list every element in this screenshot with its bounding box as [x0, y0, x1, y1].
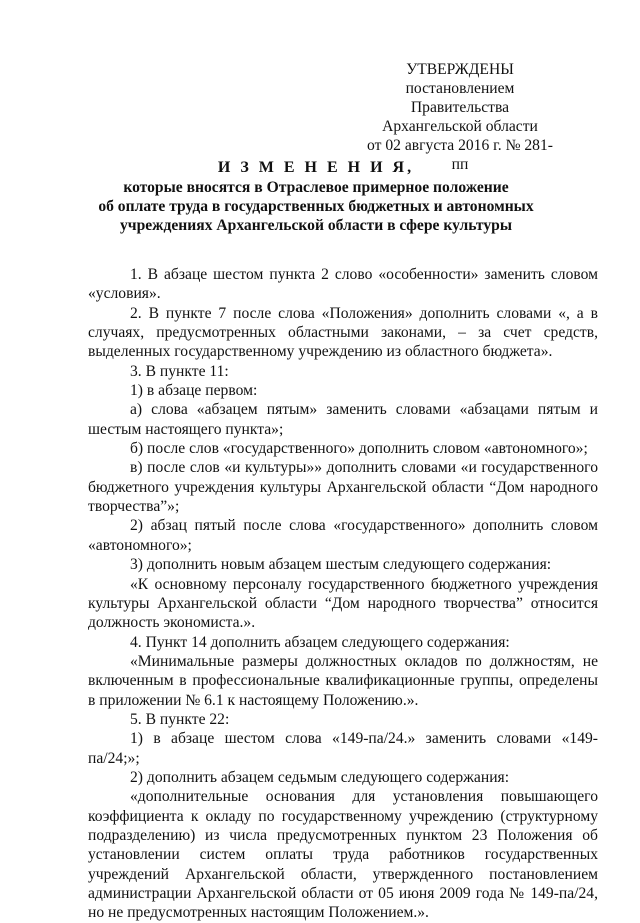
paragraph-item-5: 5. В пункте 22: [130, 710, 230, 728]
document-title: И З М Е Н Е Н И Я, [217, 159, 415, 176]
document-subtitle: об оплате труда в государственных бюджетных и автономных [98, 198, 534, 215]
approval-stamp [360, 60, 560, 174]
quoted-text: «дополнительные основания для установления повышающего коэффициента к окладу по государственному учреждению (структурному подразделению) из числа предусмотренных пунктом 23 Положения об установлении систем оплаты труда работников государственных учреждений Архангельской области, утвержденного постановлением администрации Архангельской области от 05 июня 2009 года № 149-па/24, но не предусмотренных настоящим Положением.». [88, 788, 598, 922]
quoted-text: «Минимальные размеры должностных окладов по должностям, не включенным в профессиональные квалификационные группы, определены в приложении № 6.1 к настоящему Положению.». [88, 652, 598, 709]
document-subtitle: которые вносятся в Отраслевое примерное положение [123, 179, 509, 196]
approval-title: УТВЕРЖДЕНЫ [406, 61, 514, 78]
document-body [88, 265, 598, 923]
subparagraph: 2) абзац пятый после слова «государственного» дополнить словом «автономного»; [88, 517, 598, 554]
quoted-text: «К основному персоналу государственного бюджетного учреждения культуры Архангельской области “Дом народного творчества” относится должность экономиста.». [88, 575, 598, 632]
approval-line: Архангельской области [382, 118, 538, 135]
approval-line: постановлением Правительства [405, 80, 515, 116]
document-subtitle: учреждениях Архангельской области в сфере культуры [119, 217, 512, 234]
paragraph-item-4: 4. Пункт 14 дополнить абзацем следующего содержания: [130, 633, 510, 651]
subparagraph: а) слова «абзацем пятым» заменить словами «абзацами пятым и шестым настоящего пункта»; [88, 401, 598, 438]
subparagraph: 1) в абзаце первом: [130, 382, 258, 400]
subparagraph: 2) дополнить абзацем седьмым следующего содержания: [130, 768, 510, 786]
subparagraph: 3) дополнить новым абзацем шестым следующего содержания: [130, 556, 552, 574]
document-heading [60, 158, 572, 235]
subparagraph: в) после слов «и культуры»» дополнить словами «и государственного бюджетного учреждения культуры Архангельской области “Дом народного творчества”»; [88, 459, 598, 516]
subparagraph: 1) в абзаце шестом слова «149-па/24.» заменить словами «149-па/24;»; [88, 730, 598, 767]
approval-date: от 02 августа 2016 г. № 281-пп [367, 137, 553, 173]
subparagraph: б) после слов «государственного» дополнить словом «автономного»; [130, 440, 588, 458]
paragraph-item-1: 1. В абзаце шестом пункта 2 слово «особенности» заменить словом «условия». [88, 266, 598, 303]
paragraph-item-3: 3. В пункте 11: [130, 362, 229, 380]
paragraph-item-2: 2. В пункте 7 после слова «Положения» дополнить словами «, а в случаях, предусмотренных областными законами, – за счет средств, выделенных государственному учреждению из областного бюджета». [88, 304, 598, 361]
